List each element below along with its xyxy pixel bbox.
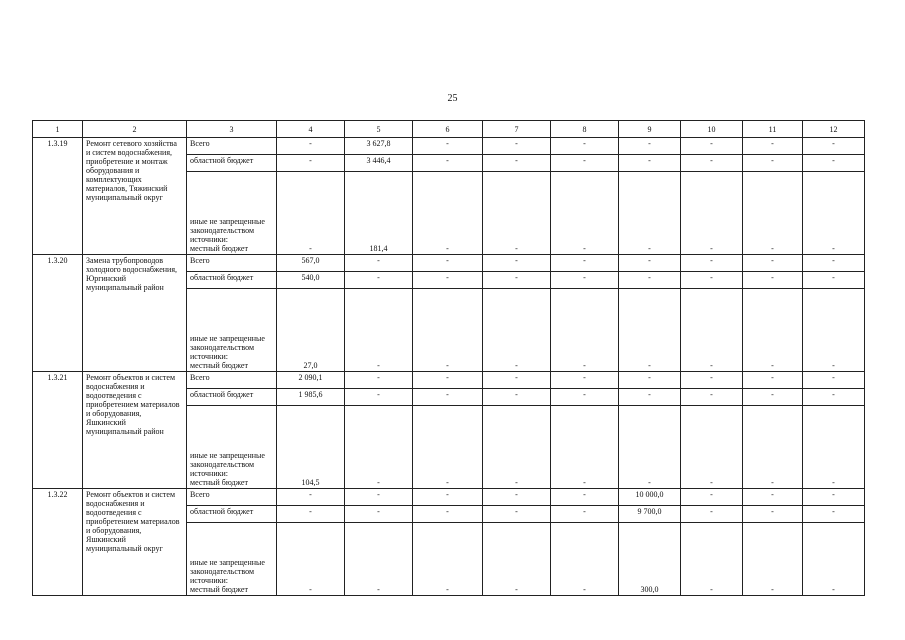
column-header: 2 bbox=[83, 121, 187, 138]
value-cell: - bbox=[483, 406, 551, 489]
value-cell: - bbox=[483, 389, 551, 406]
value-cell: - bbox=[681, 272, 743, 289]
funding-source-line: иные не запрещенные законодательством источники: bbox=[190, 334, 265, 361]
value-cell: - bbox=[345, 372, 413, 389]
funding-source: областной бюджет bbox=[187, 389, 277, 406]
value-cell: - bbox=[681, 489, 743, 506]
funding-source: областной бюджет bbox=[187, 506, 277, 523]
value-cell: - bbox=[345, 523, 413, 596]
value-cell: - bbox=[483, 489, 551, 506]
value-cell: - bbox=[277, 155, 345, 172]
column-header: 9 bbox=[619, 121, 681, 138]
value-cell: - bbox=[619, 372, 681, 389]
value-cell: 1 985,6 bbox=[277, 389, 345, 406]
item-number: 1.3.21 bbox=[33, 372, 83, 489]
value-cell: - bbox=[483, 289, 551, 372]
value-cell: 3 446,4 bbox=[345, 155, 413, 172]
value-cell: - bbox=[345, 406, 413, 489]
value-cell: - bbox=[803, 255, 865, 272]
value-cell: - bbox=[803, 489, 865, 506]
item-name: Ремонт объектов и систем водоснабжения и водоотведения с приобретением материалов и оборудования, Яшкинский муниципальный округ bbox=[83, 489, 187, 596]
budget-table bbox=[32, 120, 865, 596]
item-name: Замена трубопроводов холодного водоснабжения, Юргинский муниципальный район bbox=[83, 255, 187, 372]
value-cell: - bbox=[681, 389, 743, 406]
funding-source-line: иные не запрещенные законодательством источники: bbox=[190, 217, 265, 244]
value-cell: - bbox=[551, 406, 619, 489]
value-cell: 567,0 bbox=[277, 255, 345, 272]
value-cell: - bbox=[413, 272, 483, 289]
value-cell: - bbox=[743, 289, 803, 372]
value-cell: - bbox=[413, 172, 483, 255]
item-number: 1.3.19 bbox=[33, 138, 83, 255]
value-cell: - bbox=[743, 506, 803, 523]
value-cell: - bbox=[277, 489, 345, 506]
value-cell: - bbox=[681, 372, 743, 389]
value-cell: - bbox=[551, 172, 619, 255]
value-cell: - bbox=[551, 155, 619, 172]
value-cell: 9 700,0 bbox=[619, 506, 681, 523]
column-header: 5 bbox=[345, 121, 413, 138]
column-header: 7 bbox=[483, 121, 551, 138]
value-cell: - bbox=[551, 489, 619, 506]
value-cell: - bbox=[803, 523, 865, 596]
value-cell: - bbox=[803, 372, 865, 389]
value-cell: - bbox=[483, 155, 551, 172]
value-cell: - bbox=[743, 389, 803, 406]
item-number: 1.3.22 bbox=[33, 489, 83, 596]
value-cell: - bbox=[743, 272, 803, 289]
funding-source: областной бюджет bbox=[187, 272, 277, 289]
value-cell: - bbox=[743, 406, 803, 489]
column-header: 4 bbox=[277, 121, 345, 138]
value-cell: - bbox=[743, 172, 803, 255]
value-cell: - bbox=[413, 138, 483, 155]
value-cell: - bbox=[619, 272, 681, 289]
table-row bbox=[33, 255, 865, 272]
column-header: 10 bbox=[681, 121, 743, 138]
value-cell: - bbox=[681, 138, 743, 155]
value-cell: 10 000,0 bbox=[619, 489, 681, 506]
value-cell: - bbox=[345, 389, 413, 406]
value-cell: - bbox=[551, 255, 619, 272]
funding-source-line: местный бюджет bbox=[190, 361, 248, 370]
value-cell: - bbox=[803, 389, 865, 406]
funding-source-line: иные не запрещенные законодательством источники: bbox=[190, 451, 265, 478]
value-cell: - bbox=[803, 138, 865, 155]
value-cell: - bbox=[551, 523, 619, 596]
funding-source bbox=[187, 289, 277, 372]
item-name: Ремонт объектов и систем водоснабжения и водоотведения с приобретением материалов и оборудования, Яшкинский муниципальный район bbox=[83, 372, 187, 489]
page-number: 25 bbox=[447, 93, 458, 104]
funding-source: Всего bbox=[187, 138, 277, 155]
value-cell: - bbox=[483, 272, 551, 289]
value-cell: 3 627,8 bbox=[345, 138, 413, 155]
value-cell: - bbox=[681, 255, 743, 272]
value-cell: 2 090,1 bbox=[277, 372, 345, 389]
value-cell: - bbox=[619, 289, 681, 372]
value-cell: 540,0 bbox=[277, 272, 345, 289]
value-cell: - bbox=[413, 406, 483, 489]
value-cell: - bbox=[619, 255, 681, 272]
table-row bbox=[33, 372, 865, 389]
value-cell: - bbox=[413, 289, 483, 372]
value-cell: - bbox=[743, 372, 803, 389]
funding-source: Всего bbox=[187, 372, 277, 389]
value-cell: - bbox=[803, 406, 865, 489]
value-cell: - bbox=[619, 389, 681, 406]
column-header: 11 bbox=[743, 121, 803, 138]
value-cell: - bbox=[619, 138, 681, 155]
value-cell: - bbox=[743, 138, 803, 155]
value-cell: - bbox=[483, 506, 551, 523]
value-cell: - bbox=[743, 155, 803, 172]
header-row bbox=[33, 121, 865, 138]
funding-source bbox=[187, 172, 277, 255]
funding-source: областной бюджет bbox=[187, 155, 277, 172]
value-cell: - bbox=[277, 523, 345, 596]
value-cell: - bbox=[551, 272, 619, 289]
value-cell: - bbox=[413, 372, 483, 389]
funding-source bbox=[187, 523, 277, 596]
item-number: 1.3.20 bbox=[33, 255, 83, 372]
value-cell: - bbox=[345, 272, 413, 289]
funding-source-line: местный бюджет bbox=[190, 244, 248, 253]
column-header: 6 bbox=[413, 121, 483, 138]
value-cell: - bbox=[413, 506, 483, 523]
value-cell: - bbox=[619, 155, 681, 172]
funding-source-line: местный бюджет bbox=[190, 585, 248, 594]
item-name: Ремонт сетевого хозяйства и систем водоснабжения, приобретение и монтаж оборудования и комплектующих материалов, Тяжинский муниципальный округ bbox=[83, 138, 187, 255]
value-cell: - bbox=[681, 406, 743, 489]
funding-source-line: местный бюджет bbox=[190, 478, 248, 487]
value-cell: - bbox=[413, 255, 483, 272]
value-cell: - bbox=[619, 406, 681, 489]
value-cell: - bbox=[413, 389, 483, 406]
value-cell: - bbox=[483, 372, 551, 389]
value-cell: 181,4 bbox=[345, 172, 413, 255]
value-cell: - bbox=[483, 523, 551, 596]
value-cell: - bbox=[277, 138, 345, 155]
value-cell: - bbox=[681, 172, 743, 255]
value-cell: - bbox=[413, 523, 483, 596]
value-cell: - bbox=[681, 506, 743, 523]
value-cell: - bbox=[413, 489, 483, 506]
funding-source: Всего bbox=[187, 489, 277, 506]
table-row bbox=[33, 489, 865, 506]
value-cell: - bbox=[551, 372, 619, 389]
funding-source-line: иные не запрещенные законодательством источники: bbox=[190, 558, 265, 585]
value-cell: - bbox=[345, 255, 413, 272]
column-header: 12 bbox=[803, 121, 865, 138]
value-cell: 27,0 bbox=[277, 289, 345, 372]
value-cell: - bbox=[803, 289, 865, 372]
value-cell: - bbox=[551, 389, 619, 406]
value-cell: - bbox=[803, 172, 865, 255]
value-cell: - bbox=[345, 489, 413, 506]
value-cell: - bbox=[681, 289, 743, 372]
value-cell: - bbox=[345, 289, 413, 372]
funding-source: Всего bbox=[187, 255, 277, 272]
value-cell: - bbox=[277, 172, 345, 255]
table-row bbox=[33, 138, 865, 155]
value-cell: - bbox=[743, 255, 803, 272]
value-cell: - bbox=[483, 138, 551, 155]
value-cell: - bbox=[551, 506, 619, 523]
value-cell: - bbox=[681, 523, 743, 596]
value-cell: - bbox=[803, 155, 865, 172]
value-cell: - bbox=[803, 272, 865, 289]
value-cell: - bbox=[277, 506, 345, 523]
value-cell: - bbox=[803, 506, 865, 523]
value-cell: - bbox=[345, 506, 413, 523]
value-cell: - bbox=[483, 255, 551, 272]
value-cell: 300,0 bbox=[619, 523, 681, 596]
value-cell: - bbox=[551, 289, 619, 372]
value-cell: - bbox=[743, 489, 803, 506]
value-cell: - bbox=[483, 172, 551, 255]
column-header: 8 bbox=[551, 121, 619, 138]
funding-source bbox=[187, 406, 277, 489]
column-header: 1 bbox=[33, 121, 83, 138]
value-cell: - bbox=[743, 523, 803, 596]
value-cell: - bbox=[619, 172, 681, 255]
value-cell: - bbox=[681, 155, 743, 172]
column-header: 3 bbox=[187, 121, 277, 138]
value-cell: 104,5 bbox=[277, 406, 345, 489]
value-cell: - bbox=[551, 138, 619, 155]
value-cell: - bbox=[413, 155, 483, 172]
